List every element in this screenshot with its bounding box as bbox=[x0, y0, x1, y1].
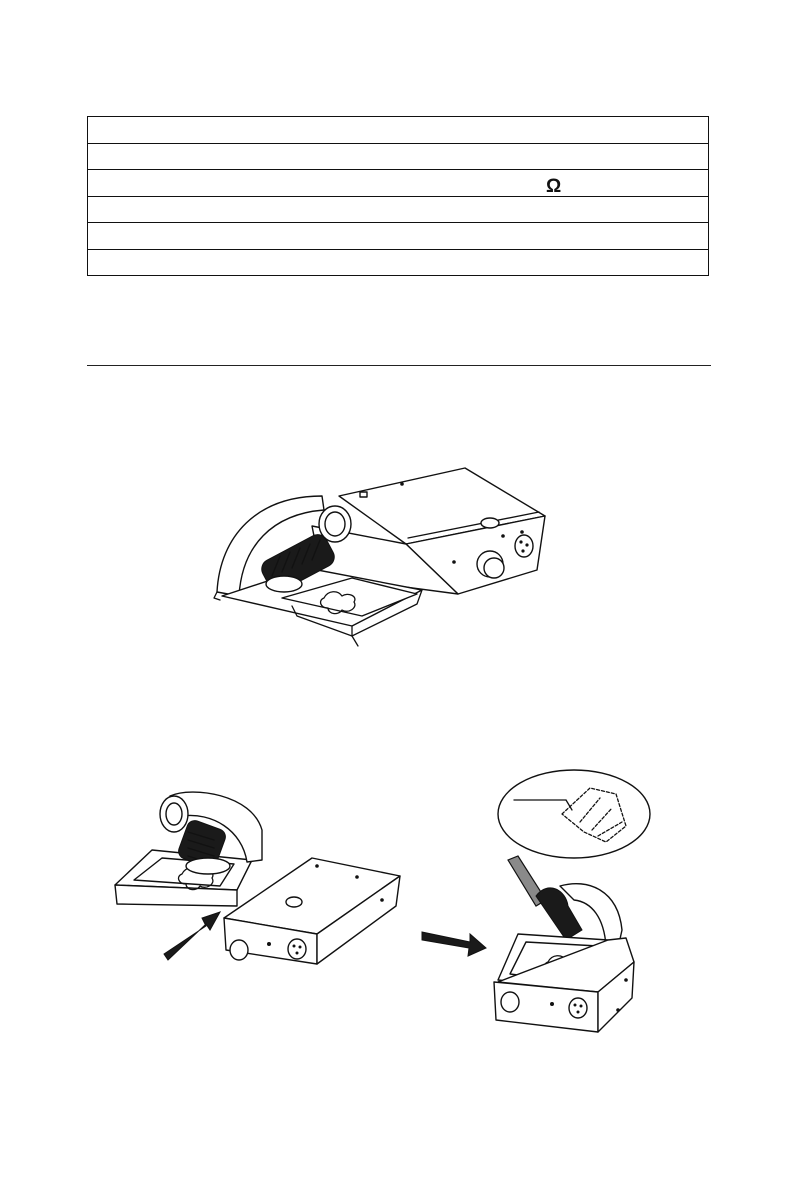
spec-row bbox=[88, 196, 709, 223]
spec-cell bbox=[88, 143, 709, 170]
section-divider bbox=[87, 365, 711, 366]
spec-cell bbox=[88, 170, 709, 197]
temperature-knob bbox=[501, 992, 519, 1012]
spec-cell bbox=[88, 223, 709, 250]
spec-row bbox=[88, 170, 709, 197]
spec-row bbox=[88, 143, 709, 170]
iron-connector-socket bbox=[288, 939, 306, 959]
figure-station-perspective bbox=[212, 466, 554, 650]
detail-callout-bubble bbox=[498, 770, 650, 858]
figure-assembled-station bbox=[488, 770, 663, 1040]
spec-row bbox=[88, 223, 709, 250]
iron-connector-socket bbox=[515, 535, 533, 557]
iron-connector-socket bbox=[569, 998, 587, 1018]
spec-row bbox=[88, 249, 709, 276]
spec-table bbox=[87, 116, 709, 276]
figure-holder-attach-step bbox=[112, 790, 402, 966]
station-top-knob bbox=[481, 518, 499, 528]
spec-cell bbox=[88, 196, 709, 223]
insert-arrow-icon bbox=[164, 912, 220, 960]
station-top-knob bbox=[286, 897, 302, 907]
result-arrow-icon bbox=[420, 928, 490, 958]
ohm-symbol: Ω bbox=[546, 176, 562, 197]
spec-row bbox=[88, 117, 709, 144]
spec-cell bbox=[88, 117, 709, 144]
spec-cell bbox=[88, 249, 709, 276]
temperature-knob bbox=[230, 940, 248, 960]
